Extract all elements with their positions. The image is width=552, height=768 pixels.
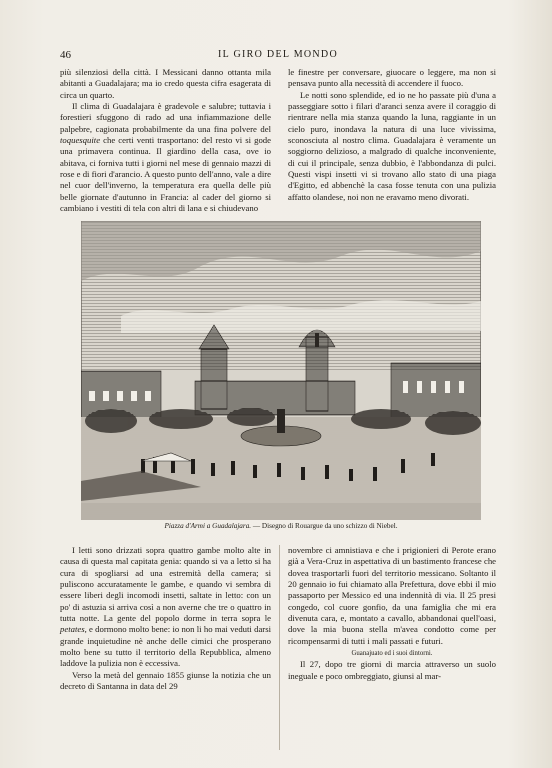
- text-run: che certi venti trasportano: del resto vi si gode una primavera continua. Il giardino della casa, ove io abitava, ci forniva tutti i giorni nel mese di gennaio mazzi di rose e di fiori d'arancio. A questo punto dell'anno, vale a dire nel cuor dell'inverno, la temperatura era quella delle più belle giornate d'autunno in Francia: al cader del giorno si cambiano i vestiti di tela con altri di lana e si chiudevano: [60, 135, 271, 214]
- figure-caption: [81, 522, 481, 530]
- text-run: Il clima di Guadalajara è gradevole e salubre; tuttavia i forestieri sfuggono di rado ad una infiammazione delle palpebre, cagionata probabilmente da una fina polvere del: [60, 101, 271, 134]
- section-subheading: Guanajuato ed i suoi dintorni.: [351, 650, 433, 658]
- text-column-right-top: [288, 67, 496, 203]
- paragraph: novembre ci amnistiava e che i prigionieri di Perote erano già a Vera-Cruz in aspettativa di un bastimento francese che dovea trasportarli fuori del territorio messicano. Soltanto il 20 gennaio io fui chiamato alla Prefettura, dove ebbi il mio passaporto per Messico ed una indennità di via. Il 25 presi congedo, col cuore gonfio, da una famiglia che mi era divenuta cara, e, montato a cavallo, abbandonai quell'oasi, dove la mia buona stella m'avea condotto come per ricompensarmi di tutti i mali passati e futuri.: [288, 545, 497, 646]
- paragraph: le finestre per conversare, giuocare o leggere, ma non si pensava punto alla necessità di accendere il fuoco.: [288, 67, 496, 89]
- page-header: [60, 49, 496, 63]
- paragraph: [60, 101, 271, 214]
- italic-term: toquesquite: [60, 135, 101, 146]
- text-column-left-top: [60, 67, 271, 214]
- running-title: IL GIRO DEL MONDO: [218, 49, 338, 60]
- italic-term: petates: [60, 624, 85, 635]
- caption-credit: — Disegno di Rouargue da uno schizzo di Niebel.: [251, 522, 398, 530]
- page-number: 46: [60, 49, 71, 61]
- paragraph: Verso la metà del gennaio 1855 giunse la notizia che un decreto di Santanna in data del 29: [60, 669, 271, 692]
- text-run: I letti sono drizzati sopra quattro gambe molto alte in causa di questa mal capitata genia: quando si va a letto si ha cura di spogliarsi ad una estremità della camera; si puliscono accuratamente le gambe, e quando vi sembra di essere liberi degli incomodi insetti, saltate in letto: con un po' di astuzia si arriva così a non averne che tre o quattro in tutta notte. La gente del popolo dorme in terra sopra le: [60, 545, 271, 624]
- paragraph: [60, 545, 271, 670]
- paragraph: più silenziosi della città. I Messicani danno ottanta mila abitanti a Guadalajara; ma io credo questa cifra esagerata di circa un quarto.: [60, 67, 271, 100]
- text-column-left-bottom: [60, 545, 271, 692]
- paragraph: Le notti sono splendide, ed io ne ho passate più d'una a passeggiare sotto i filari d'aranci senza avere il coraggio di rientrare nella mia stanza quando la luna, raggiante in un cielo puro, inondava la natura di una luce vivissima, sconosciuta al nostro clima. Guadalajara è veramente un soggiorno delizioso, a malgrado di qualche inconveniente, di cui il principale, senza dubbio, è l'abbondanza di pulci. Questi vispi insetti vi si trovano allo stato di una piaga d'Egitto, ed abbenchè la casa fosse tenuta con una pulizia affatto olandese, noi non ne eravamo meno divorati.: [288, 89, 496, 202]
- column-divider: [279, 545, 280, 750]
- caption-place: Piazza d'Armi a Guadalajara.: [164, 522, 252, 530]
- text-column-right-bottom: [288, 545, 496, 682]
- text-run: , e dormono molto bene: io non li ho mai veduti darsi grande inquietudine nè anche delle cimici che prosperano molto bene su tutto il territorio della Repubblica, almeno laddove la pulizia non è eccessiva.: [60, 624, 271, 669]
- engraving-plaza-illustration: [81, 221, 481, 520]
- paragraph: Il 27, dopo tre giorni di marcia attraverso un suolo ineguale e poco ombreggiato, giunsi al mar-: [288, 659, 496, 681]
